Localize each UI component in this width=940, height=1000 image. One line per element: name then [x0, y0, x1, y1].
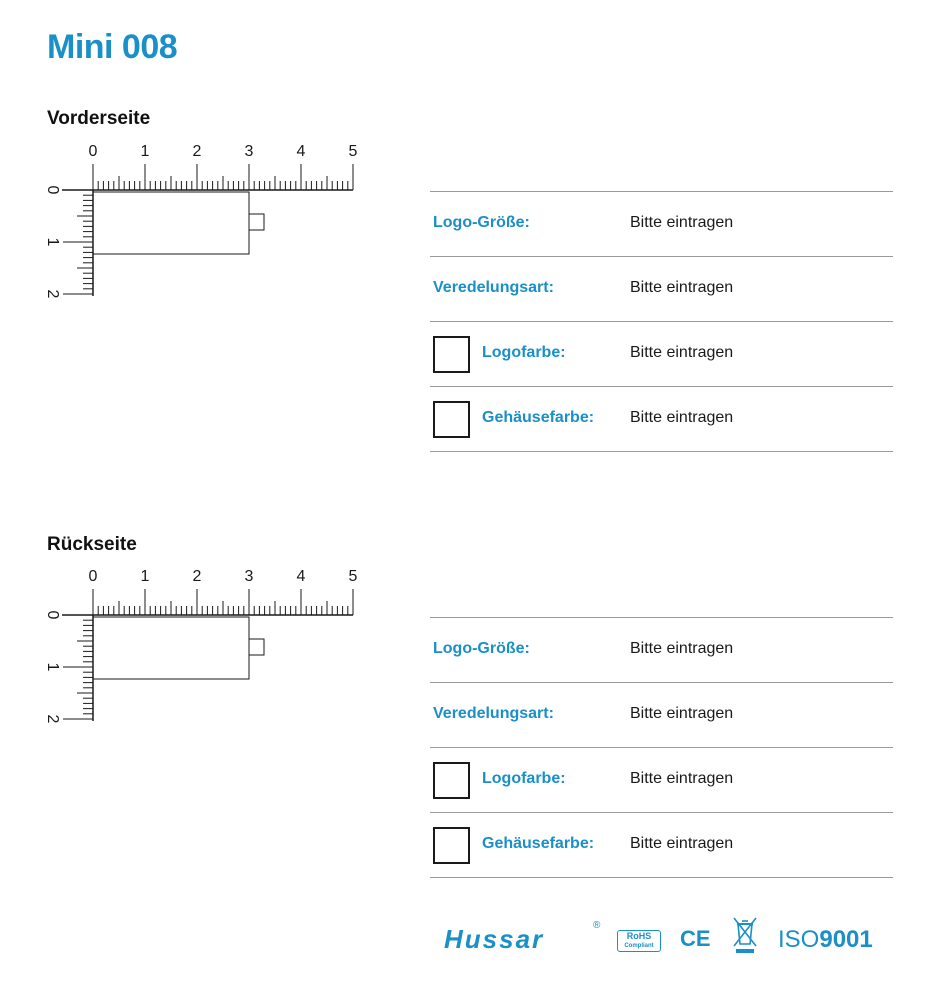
ruler-diagram-front — [40, 140, 370, 310]
iso-number: 9001 — [819, 926, 873, 953]
field-logo-color[interactable]: Bitte eintragen — [630, 344, 734, 361]
color-swatch-box-logo[interactable] — [433, 336, 470, 373]
ruler-x-label: 1 — [140, 568, 150, 585]
crossed-bin-icon — [732, 916, 758, 959]
label-housing-color: Gehäusefarbe: — [482, 835, 595, 852]
field-logo-size[interactable]: Bitte eintragen — [630, 214, 734, 231]
ruler-x-label: 3 — [244, 568, 254, 585]
rohs-compliant-text: Compliant — [624, 943, 654, 949]
rohs-text: RoHS — [626, 931, 652, 941]
row-finishing-back — [430, 683, 893, 748]
section-heading-front: Vorderseite — [47, 108, 151, 129]
ruler-y-label: 2 — [44, 714, 61, 724]
registered-mark: ® — [593, 920, 601, 931]
form-front — [430, 191, 893, 452]
ruler-x-label: 0 — [88, 143, 98, 160]
form-back — [430, 617, 893, 878]
label-logo-color: Logofarbe: — [482, 770, 566, 787]
certification-footer — [440, 910, 890, 970]
ruler-diagram-back — [40, 565, 370, 735]
product-outline — [93, 617, 249, 679]
ruler-svg-front — [40, 140, 370, 310]
field-finishing-type[interactable]: Bitte eintragen — [630, 705, 734, 722]
label-housing-color: Gehäusefarbe: — [482, 409, 595, 426]
ruler-y-label: 1 — [44, 237, 61, 247]
row-housing-color-back — [430, 813, 893, 878]
ruler-y-label: 1 — [44, 662, 61, 672]
field-logo-color[interactable]: Bitte eintragen — [630, 770, 734, 787]
color-swatch-box-housing[interactable] — [433, 827, 470, 864]
row-housing-color-front — [430, 387, 893, 452]
section-heading-back: Rückseite — [47, 534, 137, 555]
usb-connector-outline — [249, 214, 264, 230]
ruler-x-label: 2 — [192, 143, 202, 160]
ruler-svg-back — [40, 565, 370, 735]
ruler-x-label: 5 — [348, 568, 358, 585]
rohs-badge — [617, 930, 661, 952]
label-logo-size: Logo-Größe: — [433, 214, 530, 231]
field-finishing-type[interactable]: Bitte eintragen — [630, 279, 734, 296]
row-logo-size-back — [430, 618, 893, 683]
ruler-x-label: 3 — [244, 143, 254, 160]
ruler-x-label: 5 — [348, 143, 358, 160]
label-logo-size: Logo-Größe: — [433, 640, 530, 657]
label-finishing-type: Veredelungsart: — [433, 279, 554, 296]
row-logo-color-front — [430, 322, 893, 387]
field-logo-size[interactable]: Bitte eintragen — [630, 640, 734, 657]
ruler-x-label: 0 — [88, 568, 98, 585]
product-outline — [93, 192, 249, 254]
ruler-x-label: 4 — [296, 143, 306, 160]
page-title: Mini 008 — [47, 28, 178, 66]
ruler-y-label: 0 — [44, 185, 61, 195]
field-housing-color[interactable]: Bitte eintragen — [630, 409, 734, 426]
color-swatch-box-housing[interactable] — [433, 401, 470, 438]
row-logo-size-front — [430, 192, 893, 257]
ruler-x-label: 1 — [140, 143, 150, 160]
row-logo-color-back — [430, 748, 893, 813]
iso-prefix: ISO — [778, 926, 820, 953]
usb-connector-outline — [249, 639, 264, 655]
label-logo-color: Logofarbe: — [482, 344, 566, 361]
ruler-x-label: 2 — [192, 568, 202, 585]
ruler-x-label: 4 — [296, 568, 306, 585]
ce-mark: CE — [680, 926, 711, 951]
ruler-y-label: 0 — [44, 610, 61, 620]
row-finishing-front — [430, 257, 893, 322]
ruler-y-label: 2 — [44, 289, 61, 299]
field-housing-color[interactable]: Bitte eintragen — [630, 835, 734, 852]
label-finishing-type: Veredelungsart: — [433, 705, 554, 722]
color-swatch-box-logo[interactable] — [433, 762, 470, 799]
hussar-logo: Hussar — [444, 924, 545, 954]
iso-9001-mark — [778, 926, 873, 954]
